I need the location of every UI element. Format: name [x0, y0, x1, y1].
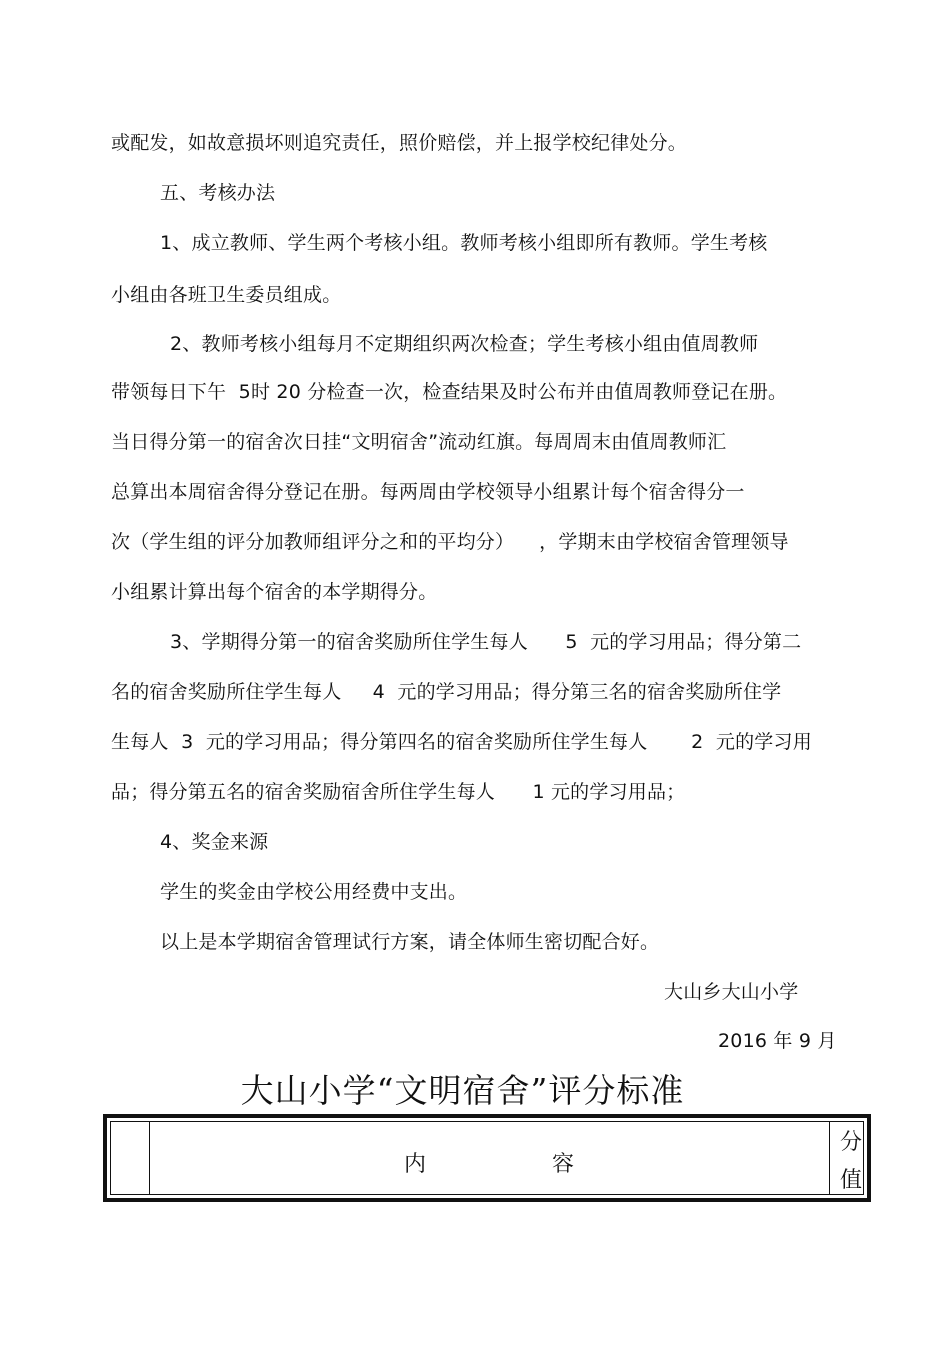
- section-heading: 五、考核办法: [160, 182, 276, 204]
- signature-date: 2016 年 9 月: [718, 1030, 837, 1052]
- column-divider: [829, 1122, 830, 1194]
- paragraph-line: 小组由各班卫生委员组成。: [111, 284, 342, 306]
- score-table-header-row: [110, 1121, 864, 1195]
- column-divider: [149, 1122, 150, 1194]
- paragraph-line: 小组累计算出每个宿舍的本学期得分。: [111, 581, 438, 603]
- content-header-char: 内: [404, 1152, 427, 1177]
- paragraph-line: 3、学期得分第一的宿舍奖励所住学生每人 5 元的学习用品；得分第二: [170, 631, 802, 653]
- score-header-char: 值: [840, 1168, 863, 1193]
- paragraph-line: 1、成立教师、学生两个考核小组。教师考核小组即所有教师。学生考核: [160, 232, 768, 254]
- paragraph-line: 名的宿舍奖励所住学生每人 4 元的学习用品；得分第三名的宿舍奖励所住学: [111, 681, 782, 703]
- score-table: [103, 1114, 871, 1202]
- paragraph-line: 2、教师考核小组每月不定期组织两次检查；学生考核小组由值周教师: [170, 333, 759, 355]
- content-header-char: 容: [552, 1152, 575, 1177]
- paragraph-line: 带领每日下午 5时 20 分检查一次，检查结果及时公布并由值周教师登记在册。: [111, 381, 788, 403]
- paragraph-line: 品；得分第五名的宿舍奖励宿舍所住学生每人 1 元的学习用品；: [111, 781, 686, 803]
- standard-title: 大山小学“文明宿舍”评分标准: [240, 1071, 685, 1110]
- paragraph-line: 当日得分第一的宿舍次日挂“文明宿舍”流动红旗。每周周末由值周教师汇: [111, 431, 727, 453]
- paragraph-line: 次（学生组的评分加教师组评分之和的平均分） ，学期末由学校宿舍管理领导: [111, 531, 789, 553]
- paragraph-line: 生每人 3 元的学习用品；得分第四名的宿舍奖励所住学生每人 2 元的学习用: [111, 731, 812, 753]
- paragraph-line: 总算出本周宿舍得分登记在册。每两周由学校领导小组累计每个宿舍得分一: [111, 481, 745, 503]
- signature-org: 大山乡大山小学: [664, 981, 799, 1003]
- section-heading: 4、奖金来源: [160, 831, 269, 853]
- score-header-char: 分: [840, 1130, 863, 1155]
- paragraph-line: 以上是本学期宿舍管理试行方案，请全体师生密切配合好。: [160, 931, 660, 953]
- paragraph-line: 学生的奖金由学校公用经费中支出。: [160, 881, 468, 903]
- paragraph-line: 或配发，如故意损坏则追究责任，照价赔偿，并上报学校纪律处分。: [111, 132, 688, 154]
